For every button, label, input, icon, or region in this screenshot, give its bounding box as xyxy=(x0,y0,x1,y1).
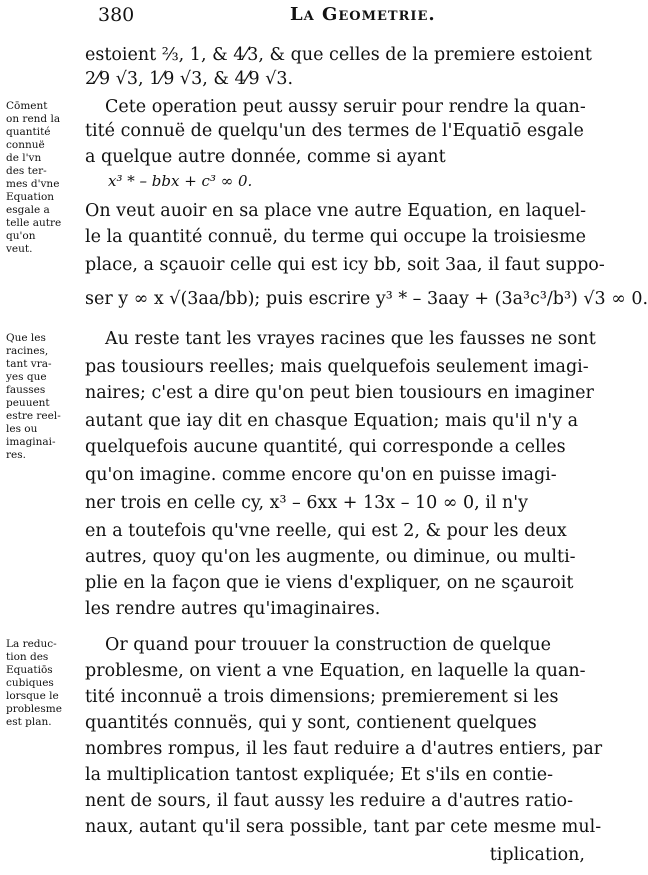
note-line: telle autre xyxy=(6,217,62,229)
note-line: res. xyxy=(6,449,26,461)
body-line: Or quand pour trouuer la construction de quelque xyxy=(105,635,551,655)
body-line: nombres rompus, il les faut reduire a d'autres entiers, par xyxy=(85,739,603,759)
body-line: place, a sçauoir celle qui est icy bb, soit 3aa, il faut suppo- xyxy=(85,255,605,275)
body-line: qu'on imagine. comme encore qu'on en puisse imagi- xyxy=(85,465,557,485)
body-line: autres, quoy qu'on les augmente, ou diminue, ou multi- xyxy=(85,547,576,567)
note-line: connuë xyxy=(6,139,45,151)
body-line: plie en la façon que ie viens d'expliquer, on ne sçauroit xyxy=(85,573,574,593)
note-line: quantité xyxy=(6,126,51,138)
margin-note-1 xyxy=(6,100,82,256)
note-line: Cōment xyxy=(6,100,48,112)
note-line: les ou xyxy=(6,423,38,435)
note-line: tion des xyxy=(6,651,49,663)
body-line: en a toutefois qu'vne reelle, qui est 2, & pour les deux xyxy=(85,521,567,541)
note-line: Equatiōs xyxy=(6,664,53,676)
note-line: cubiques xyxy=(6,677,54,689)
note-line: problesme xyxy=(6,703,62,715)
body-line: tité inconnuë a trois dimensions; premierement si les xyxy=(85,687,559,707)
body-line: 2⁄9 √3, 1⁄9 √3, & 4⁄9 √3. xyxy=(85,69,294,89)
note-line: esgale a xyxy=(6,204,50,216)
note-line: Equation xyxy=(6,191,55,203)
body-line: naux, autant qu'il sera possible, tant par cete mesme mul- xyxy=(85,817,602,837)
note-line: Que les xyxy=(6,332,46,344)
body-line: les rendre autres qu'imaginaires. xyxy=(85,599,381,619)
body-line: ser y ∞ x √(3aa/bb); puis escrire y³ * – 3aay + (3a³c³/b³) √3 ∞ 0. xyxy=(85,289,648,309)
note-line: est plan. xyxy=(6,716,52,728)
note-line: veut. xyxy=(6,243,33,255)
note-line: mes d'vne xyxy=(6,178,60,190)
body-line: autant que iay dit en chasque Equation; mais qu'il n'y a xyxy=(85,411,579,431)
note-line: lorsque le xyxy=(6,690,59,702)
body-line: tiplication, xyxy=(489,845,585,865)
note-line: fausses xyxy=(6,384,46,396)
note-line: de l'vn xyxy=(6,152,42,164)
body-line: la multiplication tantost expliquée; Et s'ils en contie- xyxy=(85,765,554,785)
note-line: tant vra- xyxy=(6,358,52,370)
body-line: On veut auoir en sa place vne autre Equation, en laquel- xyxy=(85,201,587,221)
body-line: quelquefois aucune quantité, qui corresponde a celles xyxy=(85,437,566,457)
note-line: des ter- xyxy=(6,165,47,177)
body-line: nent de sours, il faut aussy les reduire a d'autres ratio- xyxy=(85,791,573,811)
body-line: naires; c'est a dire qu'on peut bien tousiours en imaginer xyxy=(85,383,594,403)
body-line: Cete operation peut aussy seruir pour rendre la quan- xyxy=(105,97,586,117)
note-line: peuuent xyxy=(6,397,50,409)
body-line: pas tousiours reelles; mais quelquefois seulement imagi- xyxy=(85,357,589,377)
margin-note-3 xyxy=(6,638,82,729)
note-line: on rend la xyxy=(6,113,61,125)
page-number: 380 xyxy=(98,4,135,26)
body-line: quantités connuës, qui y sont, contienent quelques xyxy=(85,713,537,733)
body-line: tité connuë de quelqu'un des termes de l'Equatiō esgale xyxy=(85,121,584,141)
note-line: qu'on xyxy=(6,230,36,242)
equation: x³ * – bbx + c³ ∞ 0. xyxy=(108,172,253,190)
margin-note-2 xyxy=(6,332,82,462)
note-line: estre reel- xyxy=(6,410,61,422)
note-line: imaginai- xyxy=(6,436,56,448)
body-line: Au reste tant les vrayes racines que les fausses ne sont xyxy=(105,329,596,349)
body-line: estoient ⅔, 1, & 4⁄3, & que celles de la premiere estoient xyxy=(85,45,592,65)
note-line: La reduc- xyxy=(6,638,57,650)
note-line: yes que xyxy=(6,371,47,383)
body-line: problesme, on vient a vne Equation, en laquelle la quan- xyxy=(85,661,586,681)
note-line: racines, xyxy=(6,345,49,357)
body-line: ner trois en celle cy, x³ – 6xx + 13x – 10 ∞ 0, il n'y xyxy=(85,493,528,513)
running-title: La Geometrie. xyxy=(290,4,436,25)
body-line: le la quantité connuë, du terme qui occupe la troisiesme xyxy=(85,227,586,247)
body-line: a quelque autre donnée, comme si ayant xyxy=(85,147,446,167)
